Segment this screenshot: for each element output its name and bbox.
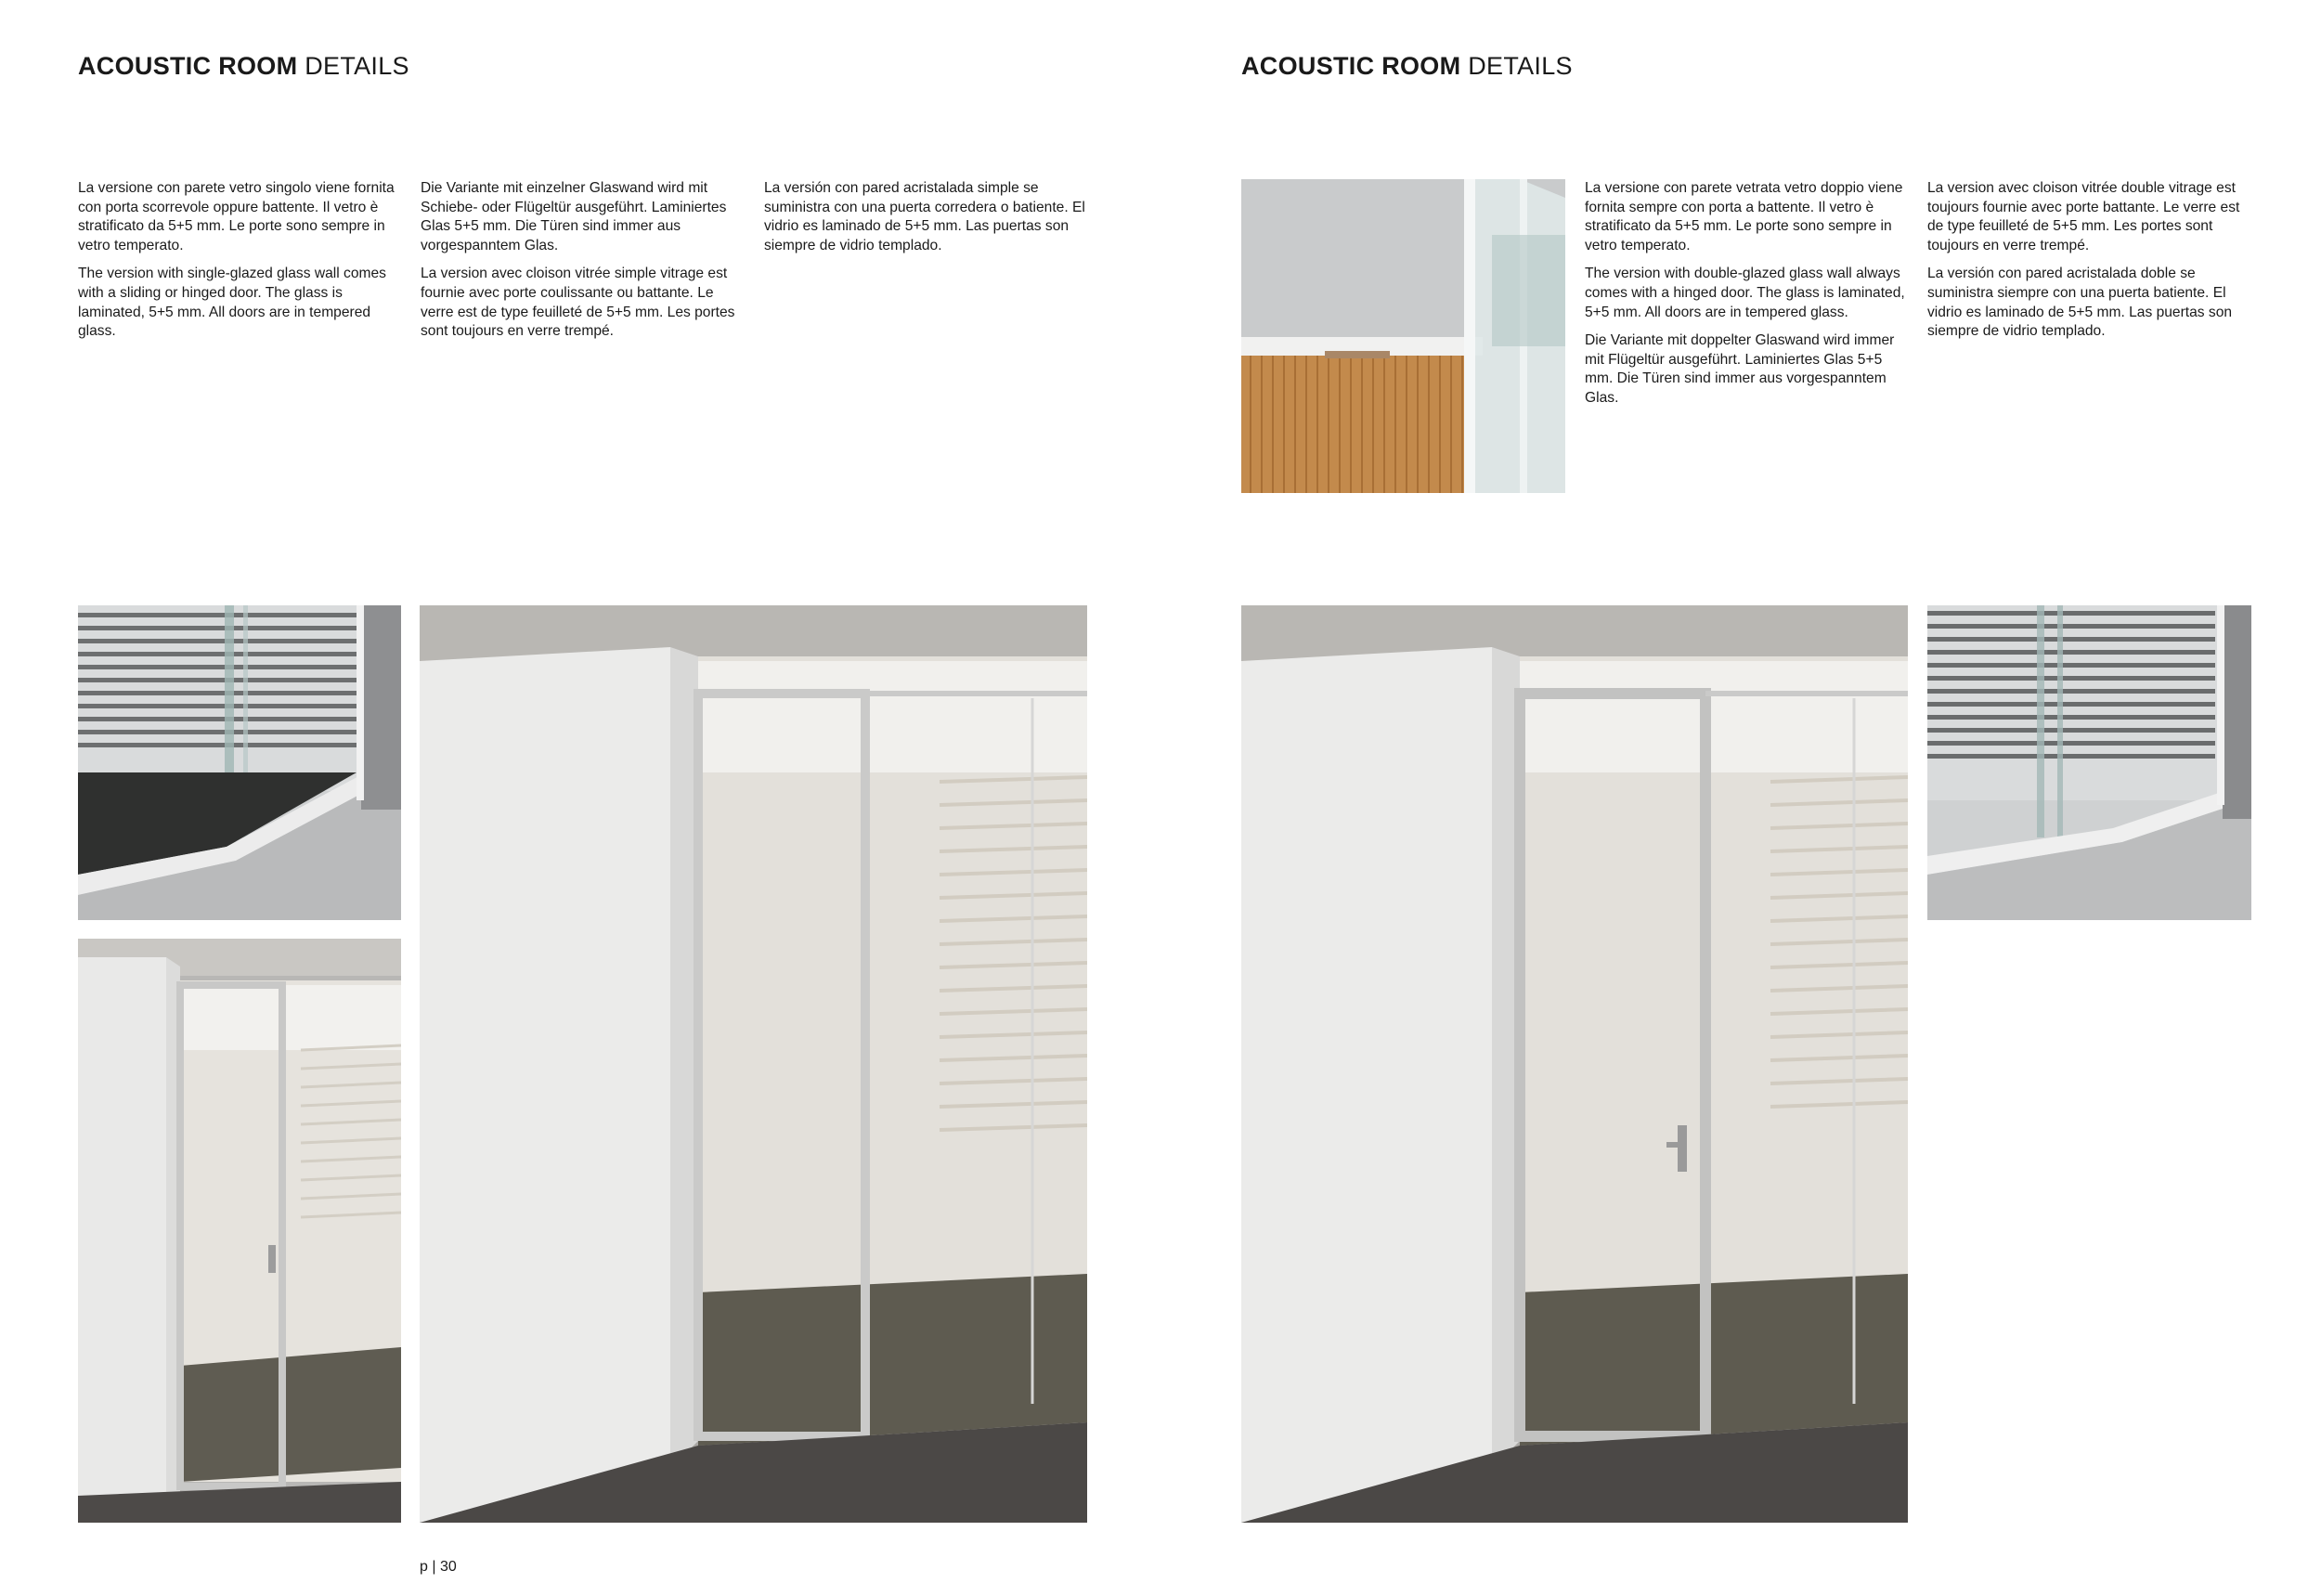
photo-room-sliding-door-large (420, 605, 1087, 1523)
right-page-title (1241, 52, 1573, 81)
right-text-column-2 (1927, 179, 2250, 351)
left-text-column-3 (764, 179, 1087, 265)
left-title-light: DETAILS (305, 52, 409, 80)
left-text-column-2 (421, 179, 744, 351)
left-col1-english: The version with single-glazed glass wall comes with a sliding or hinged door. The glass is laminated, 5+5 mm. All doors are in tempered glass. (78, 266, 386, 340)
photo-double-glass-blinds-detail (1927, 605, 2251, 920)
right-title-light: DETAILS (1468, 52, 1573, 80)
photo-glass-wall-blinds-detail (78, 605, 401, 920)
left-title-bold: ACOUSTIC ROOM (78, 52, 298, 80)
right-text-column-1 (1585, 179, 1908, 418)
photo-room-hinged-door-small (78, 939, 401, 1523)
left-col1-italian: La versione con parete vetro singolo viene fornita con porta scorrevole oppure battente. Il vetro è stratificato da 5+5 mm. Le porte sono sempre in vetro temperato. (78, 180, 395, 253)
photo-room-hinged-door-large (1241, 605, 1908, 1523)
left-col3-spanish: La versión con pared acristalada simple se suministra con una puerta corredera o batiente. El vidrio es laminado de 5+5 mm. Las puertas son siempre de vidrio templado. (764, 180, 1085, 253)
right-col1-italian: La versione con parete vetrata vetro doppio viene fornita sempre con porta a battente. Il vetro è stratificato da 5+5 mm. Le porte sono sempre in vetro temperato. (1585, 180, 1903, 253)
right-title-bold: ACOUSTIC ROOM (1241, 52, 1461, 80)
right-col2-spanish: La versión con pared acristalada doble se suministra siempre con una puerta batiente. El vidrio es laminado de 5+5 mm. Las puertas son siempre de vidrio templado. (1927, 266, 2233, 340)
photo-corner-joint-detail (1241, 179, 1565, 493)
page-number: p | 30 (420, 1559, 457, 1575)
right-col1-german: Die Variante mit doppelter Glaswand wird immer mit Flügeltür ausgeführt. Laminiertes Glas 5+5 mm. Die Türen sind immer aus vorgespanntem Glas. (1585, 332, 1895, 406)
right-col2-french: La version avec cloison vitrée double vitrage est toujours fournie avec porte battante. Le verre est de type feuilleté de 5+5 mm. Les portes sont toujours en verre trempé. (1927, 180, 2240, 253)
left-col2-french: La version avec cloison vitrée simple vitrage est fournie avec porte coulissante ou battante. Le verre est de type feuilleté de 5+5 mm. Les portes sont toujours en verre trempé. (421, 266, 735, 340)
right-col1-english: The version with double-glazed glass wall always comes with a hinged door. The glass is laminated, 5+5 mm. All doors are in tempered glass. (1585, 266, 1905, 320)
left-page-title (78, 52, 409, 81)
left-col2-german: Die Variante mit einzelner Glaswand wird mit Schiebe- oder Flügeltür ausgeführt. Laminiertes Glas 5+5 mm. Die Türen sind immer aus vorgespanntem Glas. (421, 180, 727, 253)
left-text-column-1 (78, 179, 401, 351)
